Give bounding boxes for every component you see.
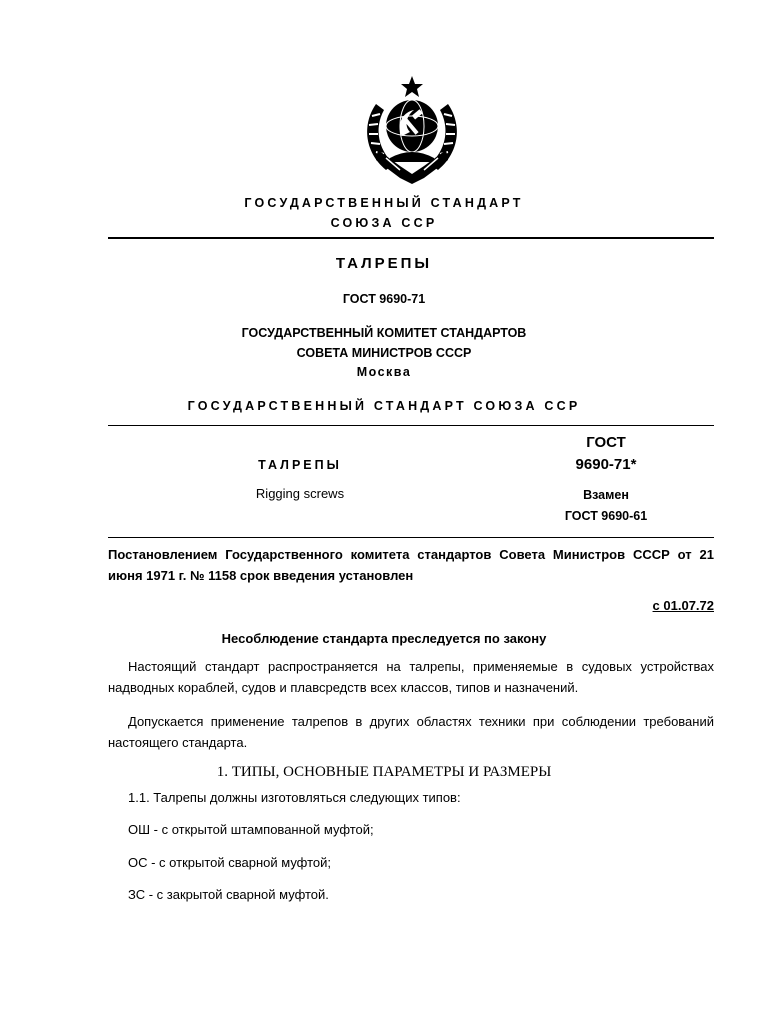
committee-line-2: СОВЕТА МИНИСТРОВ СССР <box>296 346 472 360</box>
cover-title: ТАЛРЕПЫ <box>335 255 433 272</box>
gost-label: ГОСТ <box>586 434 626 451</box>
ussr-state-emblem-icon <box>356 74 468 186</box>
decree-text: Постановлением Государственного комитета стандартов Совета Министров СССР от 21 июня 1971 г. № 1158 срок введения установлен <box>108 547 714 583</box>
law-notice: Несоблюдение стандарта преследуется по закону <box>221 631 547 646</box>
standard-banner: ГОСУДАРСТВЕННЫЙ СТАНДАРТ СОЮЗА ССР <box>187 399 581 413</box>
effective-date <box>508 598 714 613</box>
type-item-os: ОС - с открытой сварной муфтой; <box>128 855 331 870</box>
city: Москва <box>356 365 412 379</box>
header-line-1: ГОСУДАРСТВЕННЫЙ СТАНДАРТ <box>244 196 524 210</box>
effective-date-value: с 01.07.72 <box>652 598 714 613</box>
replaces-code: ГОСТ 9690-61 <box>564 509 648 523</box>
header-line-2: СОЮЗА ССР <box>330 216 438 230</box>
divider <box>108 537 714 538</box>
paragraph-2 <box>108 711 714 753</box>
standard-title-en: Rigging screws <box>255 486 345 501</box>
standard-title-ru: ТАЛРЕПЫ <box>258 458 342 472</box>
cover-code: ГОСТ 9690-71 <box>342 292 426 306</box>
paragraph-2-text: Допускается применение талрепов в других областях техники при соблюдении требований настоящего стандарта. <box>108 714 714 750</box>
gost-number: 9690-71* <box>575 456 637 473</box>
paragraph-1-text: Настоящий стандарт распространяется на талрепы, применяемые в судовых устройствах надводных кораблей, судов и плавсредств всех классов, типов и назначений. <box>108 659 714 695</box>
divider <box>108 237 714 239</box>
state-emblem <box>356 74 468 186</box>
paragraph-1 <box>108 656 714 698</box>
committee-line-1: ГОСУДАРСТВЕННЫЙ КОМИТЕТ СТАНДАРТОВ <box>241 326 527 340</box>
type-item-osh: ОШ - с открытой штампованной муфтой; <box>128 822 374 837</box>
divider <box>108 425 714 426</box>
clause-1-1: 1.1. Талрепы должны изготовляться следующих типов: <box>128 790 461 805</box>
replaces-label: Взамен <box>583 488 629 502</box>
section-1-title: 1. ТИПЫ, ОСНОВНЫЕ ПАРАМЕТРЫ И РАЗМЕРЫ <box>216 764 552 780</box>
type-item-zs: ЗС - с закрытой сварной муфтой. <box>128 887 329 902</box>
